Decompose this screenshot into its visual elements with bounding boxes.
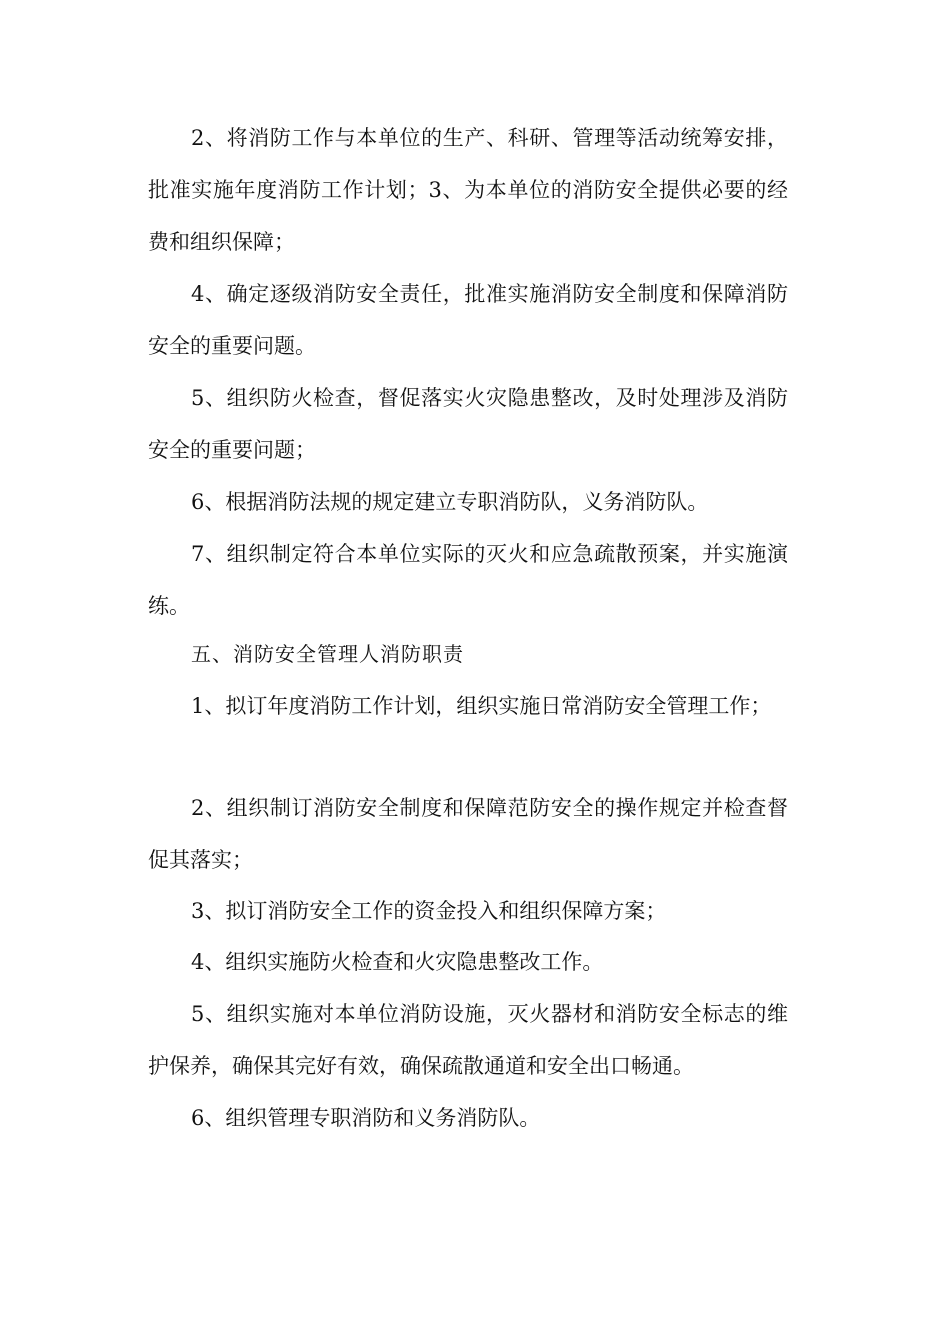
paragraph-7: 7、组织制定符合本单位实际的灭火和应急疏散预案，并实施演练。 [148, 542, 788, 618]
section-item-5: 5、组织实施对本单位消防设施，灭火器材和消防安全标志的维护保养，确保其完好有效，确保疏散通道和安全出口畅通。 [148, 1002, 788, 1078]
paragraph-5: 5、组织防火检查，督促落实火灾隐患整改，及时处理涉及消防安全的重要问题； [148, 386, 788, 462]
section-item-1: 1、拟订年度消防工作计划，组织实施日常消防安全管理工作； [191, 694, 772, 718]
section-item-4: 4、组织实施防火检查和火灾隐患整改工作。 [191, 950, 604, 974]
paragraph-2: 2、将消防工作与本单位的生产、科研、管理等活动统筹安排，批准实施年度消防工作计划；3、为本单位的消防安全提供必要的经费和组织保障； [148, 126, 788, 254]
section-item-6: 6、组织管理专职消防和义务消防队。 [191, 1106, 541, 1130]
section-item-3: 3、拟订消防安全工作的资金投入和组织保障方案； [191, 899, 667, 923]
paragraph-4: 4、确定逐级消防安全责任，批准实施消防安全制度和保障消防安全的重要问题。 [148, 282, 788, 358]
paragraph-6: 6、根据消防法规的规定建立专职消防队，义务消防队。 [191, 490, 709, 514]
section-heading: 五、消防安全管理人消防职责 [191, 642, 464, 666]
section-item-2: 2、组织制订消防安全制度和保障范防安全的操作规定并检查督促其落实； [148, 796, 788, 872]
